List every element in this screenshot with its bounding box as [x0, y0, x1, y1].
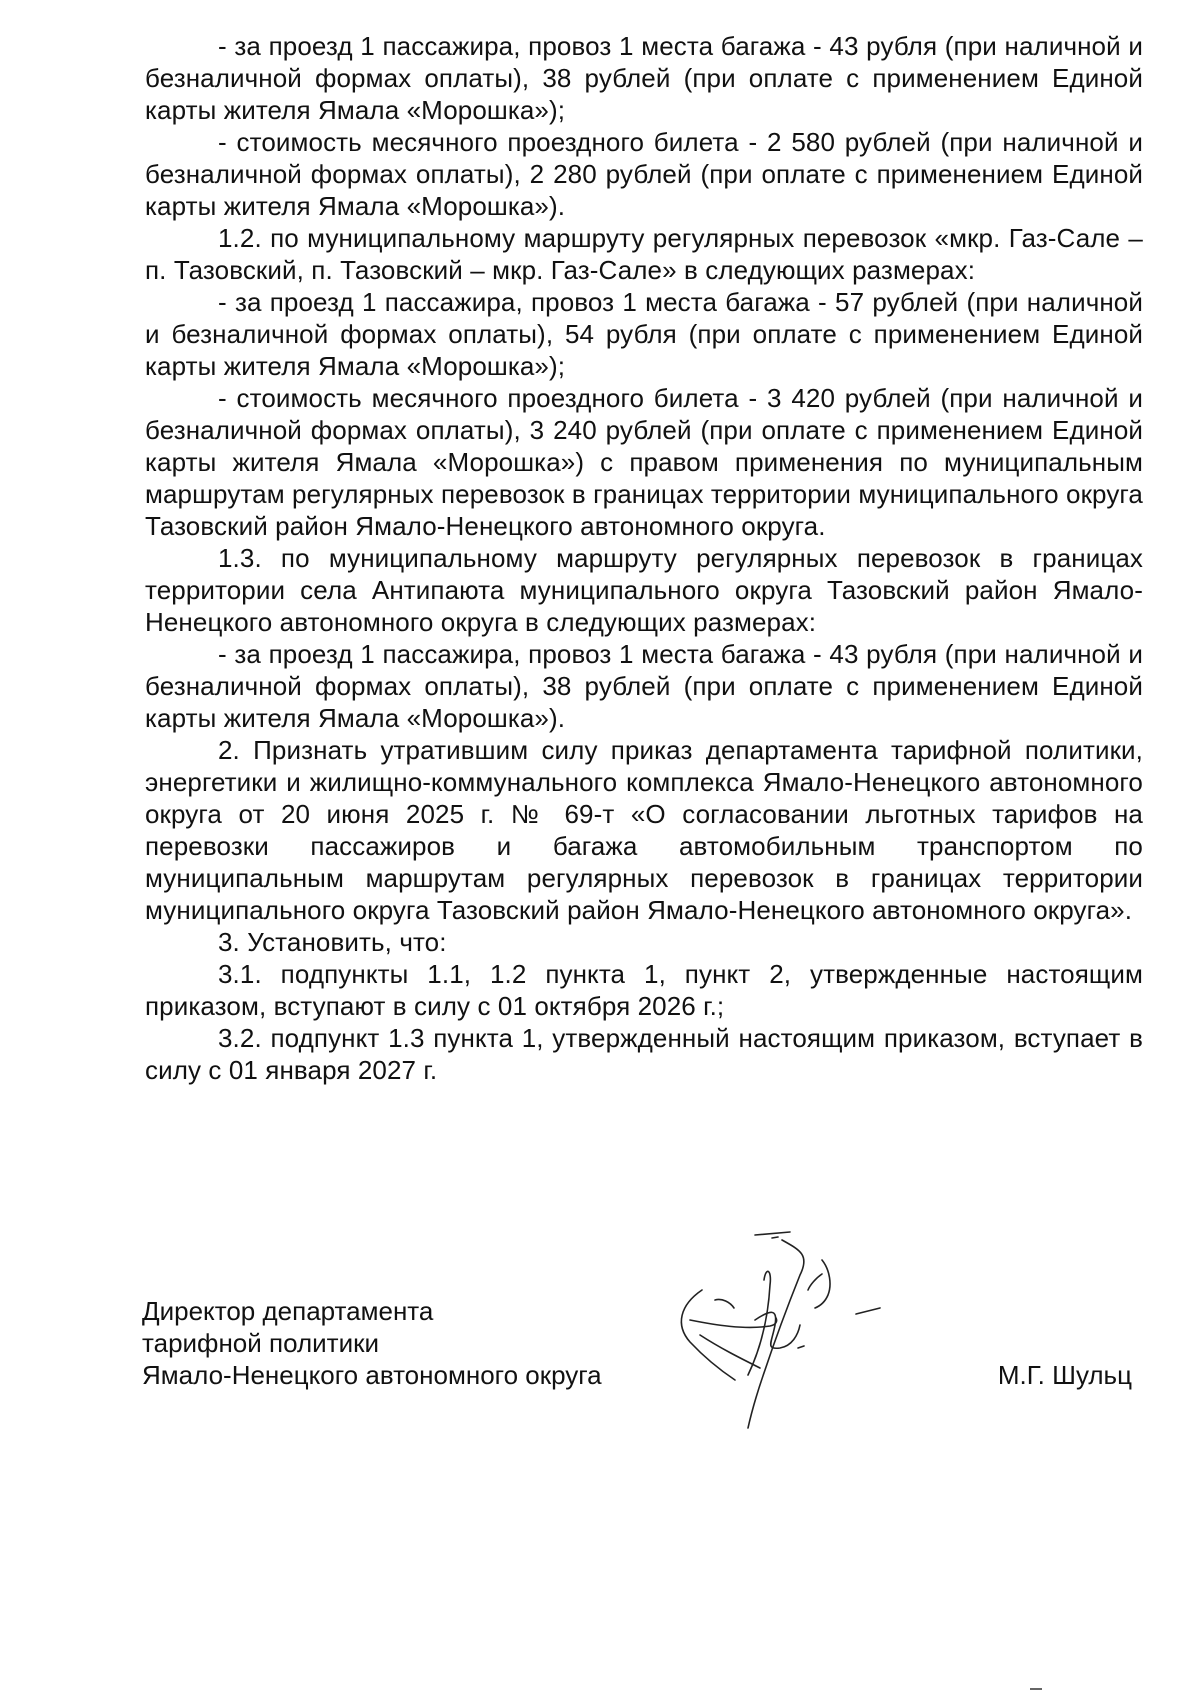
paragraph-point-3-2: 3.2. подпункт 1.3 пункта 1, утвержденный настоящим приказом, вступает в силу с 01 января 2027 г.: [145, 1023, 1143, 1085]
signatory-title-line: тарифной политики: [142, 1328, 380, 1358]
signatory-title-line: Ямало-Ненецкого автономного округа: [142, 1360, 602, 1390]
handwritten-signature: [660, 1230, 930, 1435]
signatory-title: [142, 1295, 602, 1391]
paragraph-fare-trip-3: - за проезд 1 пассажира, провоз 1 места багажа - 43 рубля (при наличной и безналичной формах оплаты), 38 рублей (при оплате с применением Единой карты жителя Ямала «Морошка»).: [145, 639, 1143, 733]
signatory-title-line: Директор департамента: [142, 1296, 434, 1326]
scan-mark: [1030, 1688, 1042, 1690]
paragraph-fare-trip-1: - за проезд 1 пассажира, провоз 1 места багажа - 43 рубля (при наличной и безналичной формах оплаты), 38 рублей (при оплате с применением Единой карты жителя Ямала «Морошка»);: [145, 31, 1143, 125]
paragraph-point-2: 2. Признать утратившим силу приказ департамента тарифной политики, энергетики и жилищно-коммунального комплекса Ямало-Ненецкого автономного округа от 20 июня 2025 г. № 69-т «О согласовании льготных тарифов на перевозки пассажиров и багажа автомобильным транспортом по муниципальным маршрутам регулярных перевозок в границах территории муниципального округа Тазовский район Ямало-Ненецкого автономного округа».: [145, 735, 1143, 925]
paragraph-subpoint-1-3: 1.3. по муниципальному маршруту регулярных перевозок в границах территории села Антипаюта муниципального округа Тазовский район Ямало-Ненецкого автономного округа в следующих размерах:: [145, 543, 1143, 637]
paragraph-subpoint-1-2: 1.2. по муниципальному маршруту регулярных перевозок «мкр. Газ-Сале – п. Тазовский, п. Тазовский – мкр. Газ-Сале» в следующих размерах:: [145, 223, 1143, 285]
paragraph-point-3: 3. Установить, что:: [218, 927, 447, 957]
signatory-name: М.Г. Шульц: [997, 1360, 1132, 1390]
signature-block: [142, 1295, 1142, 1445]
paragraph-monthly-ticket-1: - стоимость месячного проездного билета - 2 580 рублей (при наличной и безналичной формах оплаты), 2 280 рублей (при оплате с применением Единой карты жителя Ямала «Морошка»).: [145, 127, 1143, 221]
paragraph-point-3-1: 3.1. подпункты 1.1, 1.2 пункта 1, пункт 2, утвержденные настоящим приказом, вступают в силу с 01 октября 2026 г.;: [145, 959, 1143, 1021]
paragraph-fare-trip-2: - за проезд 1 пассажира, провоз 1 места багажа - 57 рублей (при наличной и безналичной формах оплаты), 54 рубля (при оплате с применением Единой карты жителя Ямала «Морошка»);: [145, 287, 1143, 381]
paragraph-monthly-ticket-2: - стоимость месячного проездного билета - 3 420 рублей (при наличной и безналичной формах оплаты), 3 240 рублей (при оплате с применением Единой карты жителя Ямала «Морошка») с правом применения по муниципальным маршрутам регулярных перевозок в границах территории муниципального округа Тазовский район Ямало-Ненецкого автономного округа.: [145, 383, 1143, 541]
document-body: [145, 30, 1143, 1086]
